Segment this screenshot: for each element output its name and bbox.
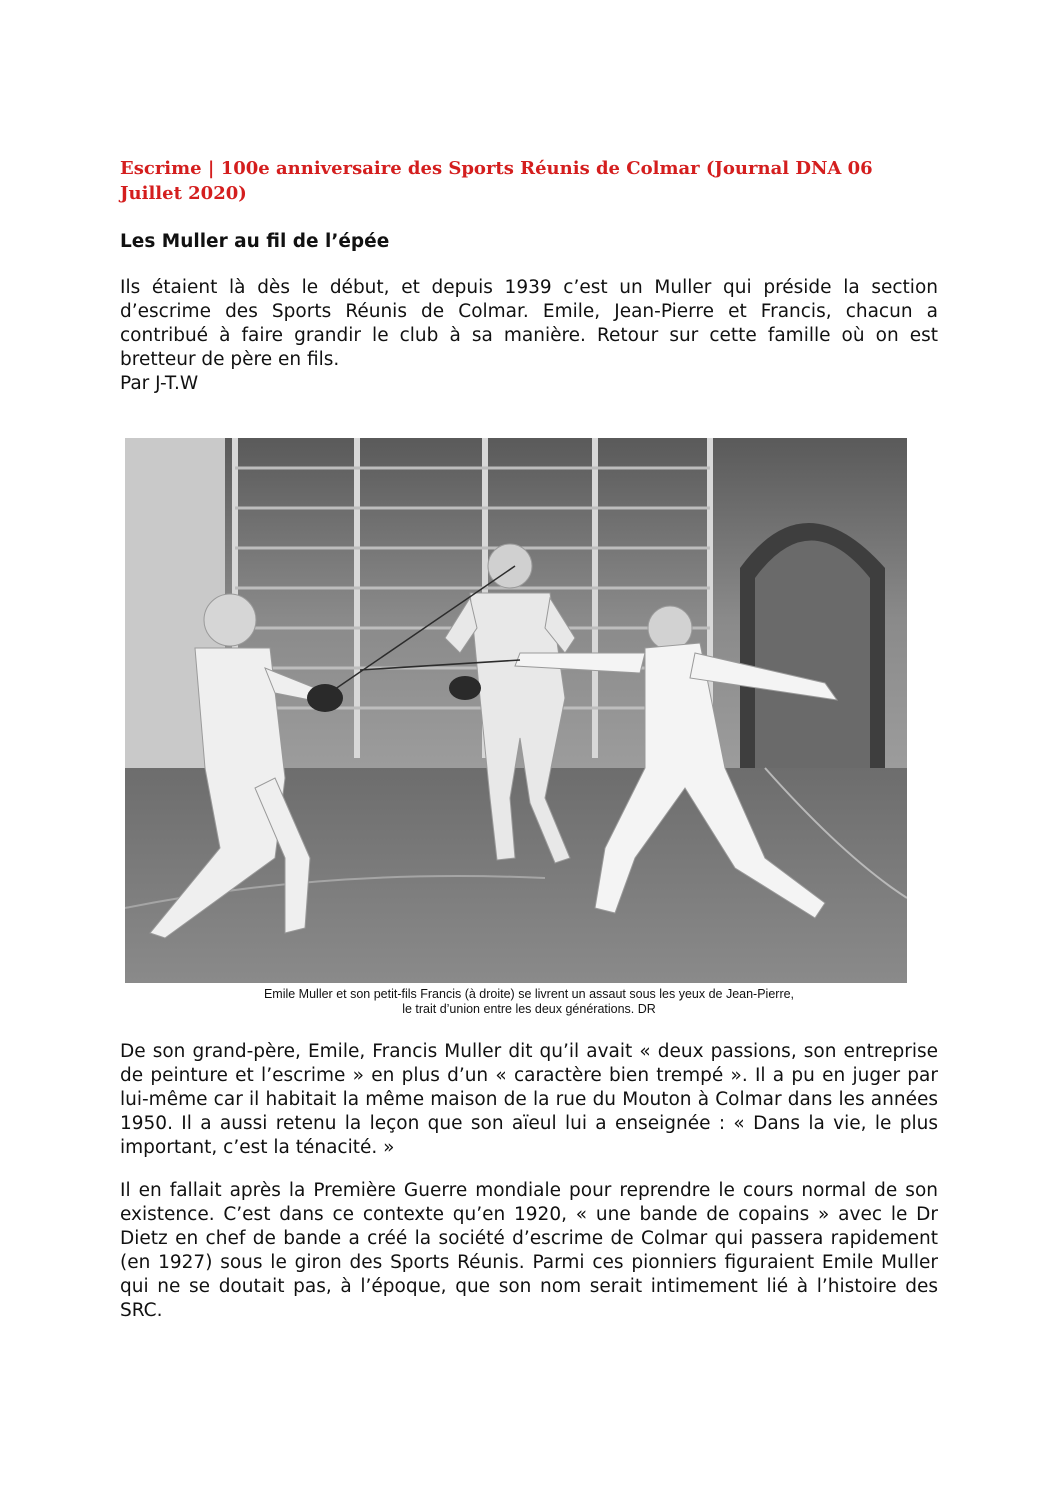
photo-caption: [120, 987, 938, 1017]
article-source-header: Escrime | 100e anniversaire des Sports Réunis de Colmar (Journal DNA 06 Juillet 2020): [120, 158, 873, 204]
article-paragraph-2: Il en fallait après la Première Guerre mondiale pour reprendre le cours normal de son existence. C’est dans ce contexte qu’en 1920, « une bande de copains » avec le Dr Dietz en chef de bande a créé la société d’escrime de Colmar qui passera rapidement (en 1927) sous le giron des Sports Réunis. Parmi ces pionniers figuraient Emile Muller qui ne se doutait pas, à l’époque, que son nom serait intimement lié à l’histoire des SRC.: [120, 1180, 938, 1321]
article-paragraph-1: De son grand-père, Emile, Francis Muller dit qu’il avait « deux passions, son entreprise de peinture et l’escrime » en plus d’un « caractère bien trempé ». Il a pu en juger par lui-même car il habitait la même maison de la rue du Mouton à Colmar dans les années 1950. Il a aussi retenu la leçon que son aïeul lui a enseignée : « Dans la vie, le plus important, c’est la ténacité. »: [120, 1041, 938, 1158]
caption-line-1: Emile Muller et son petit-fils Francis (à droite) se livrent un assaut sous les yeux de Jean-Pierre,: [263, 987, 795, 1001]
article-headline: Les Muller au fil de l’épée: [120, 231, 390, 252]
article-intro: [120, 276, 938, 396]
caption-line-2: le trait d’union entre les deux générations. DR: [402, 1002, 656, 1016]
intro-text: Ils étaient là dès le début, et depuis 1939 c’est un Muller qui préside la section d’escrime des Sports Réunis de Colmar. Emile, Jean-Pierre et Francis, chacun a contribué à faire grandir le club à sa manière. Retour sur cette famille où on est bretteur de père en fils.: [120, 277, 938, 370]
fencing-photo: [125, 438, 907, 983]
byline: Par J-T.W: [120, 373, 199, 394]
